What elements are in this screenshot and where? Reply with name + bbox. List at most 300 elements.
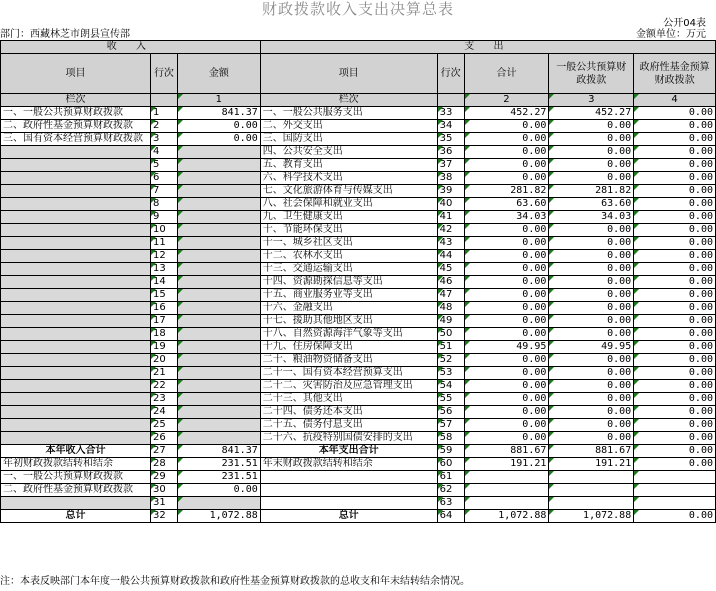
expense-total-cell[interactable]: 0.00 <box>464 159 549 172</box>
table-row <box>1 497 716 510</box>
expense-total-cell[interactable] <box>464 497 549 510</box>
income-seq-cell[interactable]: 13 <box>150 263 177 276</box>
table-row <box>1 341 716 354</box>
income-seq-cell[interactable]: 29 <box>150 471 177 484</box>
expense-seq-cell[interactable]: 62 <box>437 484 464 497</box>
expense-item-cell[interactable]: 十六、金融支出 <box>260 302 437 315</box>
table-row <box>1 211 716 224</box>
income-item-cell[interactable]: 本年收入合计 <box>1 445 151 458</box>
income-amount-cell[interactable] <box>177 406 260 419</box>
form-number: 公开04表 <box>663 18 706 29</box>
expense-total-cell[interactable]: 34.03 <box>464 211 549 224</box>
income-seq-cell[interactable]: 15 <box>150 289 177 302</box>
expense-seq-cell[interactable]: 53 <box>437 367 464 380</box>
income-seq-cell[interactable]: 1 <box>150 107 177 120</box>
expense-fund-cell[interactable]: 0.00 <box>634 302 716 315</box>
expense-fund-cell[interactable]: 0.00 <box>634 263 716 276</box>
income-item-cell[interactable] <box>1 328 151 341</box>
expense-seq-cell[interactable]: 48 <box>437 302 464 315</box>
expense-total-cell[interactable]: 452.27 <box>464 107 549 120</box>
col-index-1[interactable]: 1 <box>177 94 260 107</box>
income-item-cell[interactable]: 年初财政拨款结转和结余 <box>1 458 151 471</box>
income-seq-cell[interactable]: 27 <box>150 445 177 458</box>
expense-seq-cell[interactable]: 33 <box>437 107 464 120</box>
expense-fund-cell[interactable]: 0.00 <box>634 237 716 250</box>
income-seq-cell[interactable]: 28 <box>150 458 177 471</box>
income-seq-cell[interactable]: 30 <box>150 484 177 497</box>
income-seq-cell[interactable]: 20 <box>150 354 177 367</box>
expense-item-cell[interactable]: 十八、自然资源海洋气象等支出 <box>260 328 437 341</box>
col-index-2[interactable]: 2 <box>464 94 549 107</box>
expense-general-cell[interactable]: 63.60 <box>549 198 634 211</box>
income-amount-cell[interactable]: 0.00 <box>177 120 260 133</box>
expense-general-cell[interactable]: 0.00 <box>549 224 634 237</box>
expense-item-cell[interactable]: 七、文化旅游体育与传媒支出 <box>260 185 437 198</box>
expense-total-cell[interactable]: 0.00 <box>464 172 549 185</box>
expense-fund-cell[interactable]: 0.00 <box>634 419 716 432</box>
expense-item-cell[interactable]: 十三、交通运输支出 <box>260 263 437 276</box>
expense-item-cell[interactable] <box>260 497 437 510</box>
expense-total-cell[interactable]: 0.00 <box>464 328 549 341</box>
lanci-label-expense[interactable]: 栏次 <box>260 94 437 107</box>
header-seq[interactable]: 行次 <box>150 54 177 94</box>
expense-general-cell[interactable]: 0.00 <box>549 328 634 341</box>
expense-item-cell[interactable]: 三、国防支出 <box>260 133 437 146</box>
expense-fund-cell[interactable]: 0.00 <box>634 250 716 263</box>
expense-item-cell[interactable]: 二十四、债务还本支出 <box>260 406 437 419</box>
expense-general-cell[interactable]: 0.00 <box>549 367 634 380</box>
expense-total-cell[interactable]: 881.67 <box>464 445 549 458</box>
expense-item-cell[interactable]: 九、卫生健康支出 <box>260 211 437 224</box>
income-seq-cell[interactable]: 25 <box>150 419 177 432</box>
income-seq-cell[interactable]: 22 <box>150 380 177 393</box>
expense-seq-cell[interactable]: 38 <box>437 172 464 185</box>
income-item-cell[interactable] <box>1 367 151 380</box>
header-amount[interactable]: 金额 <box>177 54 260 94</box>
income-seq-cell[interactable]: 14 <box>150 276 177 289</box>
expense-item-cell[interactable] <box>260 471 437 484</box>
expense-seq-cell[interactable]: 47 <box>437 289 464 302</box>
expense-general-cell[interactable]: 0.00 <box>549 172 634 185</box>
expense-item-cell[interactable]: 本年支出合计 <box>260 445 437 458</box>
expense-fund-cell[interactable]: 0.00 <box>634 133 716 146</box>
income-amount-cell[interactable] <box>177 315 260 328</box>
expense-general-cell[interactable] <box>549 471 634 484</box>
expense-total-cell[interactable]: 63.60 <box>464 198 549 211</box>
income-amount-cell[interactable] <box>177 393 260 406</box>
expense-total-cell[interactable]: 0.00 <box>464 237 549 250</box>
income-item-cell[interactable] <box>1 393 151 406</box>
expense-fund-cell[interactable]: 0.00 <box>634 276 716 289</box>
expense-fund-cell[interactable]: 0.00 <box>634 406 716 419</box>
expense-total-cell[interactable]: 49.95 <box>464 341 549 354</box>
expense-seq-cell[interactable]: 49 <box>437 315 464 328</box>
income-amount-cell[interactable] <box>177 198 260 211</box>
income-amount-cell[interactable] <box>177 224 260 237</box>
income-amount-cell[interactable] <box>177 380 260 393</box>
income-amount-cell[interactable] <box>177 328 260 341</box>
expense-total-cell[interactable]: 0.00 <box>464 380 549 393</box>
expense-fund-cell[interactable]: 0.00 <box>634 380 716 393</box>
expense-total-cell[interactable]: 0.00 <box>464 250 549 263</box>
income-amount-cell[interactable] <box>177 354 260 367</box>
income-item-cell[interactable] <box>1 419 151 432</box>
expense-total-cell[interactable]: 1,072.88 <box>464 510 549 523</box>
table-row <box>1 198 716 211</box>
expense-total-cell[interactable] <box>464 484 549 497</box>
expense-general-cell[interactable]: 281.82 <box>549 185 634 198</box>
expense-general-cell[interactable]: 0.00 <box>549 393 634 406</box>
income-amount-cell[interactable] <box>177 497 260 510</box>
income-item-cell[interactable] <box>1 250 151 263</box>
expense-fund-cell[interactable]: 0.00 <box>634 107 716 120</box>
expense-fund-cell[interactable]: 0.00 <box>634 341 716 354</box>
expense-item-cell[interactable]: 十、节能环保支出 <box>260 224 437 237</box>
expense-seq-cell[interactable]: 35 <box>437 133 464 146</box>
expense-general-cell[interactable]: 881.67 <box>549 445 634 458</box>
expense-seq-cell[interactable]: 54 <box>437 380 464 393</box>
income-seq-cell[interactable]: 32 <box>150 510 177 523</box>
expense-item-cell[interactable]: 八、社会保障和就业支出 <box>260 198 437 211</box>
income-seq-cell[interactable]: 26 <box>150 432 177 445</box>
income-item-cell[interactable] <box>1 354 151 367</box>
income-item-cell[interactable] <box>1 198 151 211</box>
table-row <box>1 120 716 133</box>
table-row <box>1 185 716 198</box>
expense-seq-cell[interactable]: 58 <box>437 432 464 445</box>
income-seq-cell[interactable]: 9 <box>150 211 177 224</box>
expense-fund-cell[interactable]: 0.00 <box>634 224 716 237</box>
expense-item-cell[interactable]: 十一、城乡社区支出 <box>260 237 437 250</box>
expense-fund-cell[interactable]: 0.00 <box>634 120 716 133</box>
expense-general-cell[interactable]: 0.00 <box>549 146 634 159</box>
expense-seq-cell[interactable]: 51 <box>437 341 464 354</box>
income-amount-cell[interactable] <box>177 172 260 185</box>
expense-general-cell[interactable]: 191.21 <box>549 458 634 471</box>
table-row <box>1 393 716 406</box>
income-seq-cell[interactable]: 21 <box>150 367 177 380</box>
col-index-3[interactable]: 3 <box>549 94 634 107</box>
income-item-cell[interactable] <box>1 185 151 198</box>
expense-seq-cell[interactable]: 44 <box>437 250 464 263</box>
expense-seq-cell[interactable]: 60 <box>437 458 464 471</box>
header-total[interactable]: 合计 <box>464 54 549 94</box>
expense-fund-cell[interactable]: 0.00 <box>634 198 716 211</box>
income-amount-cell[interactable] <box>177 211 260 224</box>
expense-seq-cell[interactable]: 59 <box>437 445 464 458</box>
expense-general-cell[interactable]: 0.00 <box>549 120 634 133</box>
income-item-cell[interactable] <box>1 211 151 224</box>
expense-fund-cell[interactable]: 0.00 <box>634 354 716 367</box>
expense-seq-cell[interactable]: 55 <box>437 393 464 406</box>
expense-general-cell[interactable]: 0.00 <box>549 263 634 276</box>
lanci-label[interactable]: 栏次 <box>1 94 151 107</box>
expense-fund-cell[interactable] <box>634 497 716 510</box>
income-item-cell[interactable]: 总计 <box>1 510 151 523</box>
income-item-cell[interactable] <box>1 172 151 185</box>
expense-total-cell[interactable]: 0.00 <box>464 406 549 419</box>
income-seq-cell[interactable]: 19 <box>150 341 177 354</box>
income-amount-cell[interactable] <box>177 146 260 159</box>
table-row <box>1 172 716 185</box>
expense-seq-cell[interactable]: 50 <box>437 328 464 341</box>
income-seq-cell[interactable]: 3 <box>150 133 177 146</box>
lanci-blank[interactable] <box>150 94 177 107</box>
expense-total-cell[interactable]: 191.21 <box>464 458 549 471</box>
expense-fund-cell[interactable]: 0.00 <box>634 172 716 185</box>
income-seq-cell[interactable]: 5 <box>150 159 177 172</box>
expense-seq-cell[interactable]: 40 <box>437 198 464 211</box>
expense-seq-cell[interactable]: 61 <box>437 471 464 484</box>
expense-total-cell[interactable]: 0.00 <box>464 354 549 367</box>
lanci-blank-expense[interactable] <box>437 94 464 107</box>
table-row <box>1 276 716 289</box>
table-row <box>1 328 716 341</box>
income-seq-cell[interactable]: 2 <box>150 120 177 133</box>
expense-total-cell[interactable]: 0.00 <box>464 289 549 302</box>
table-row <box>1 237 716 250</box>
expense-item-cell[interactable]: 一、一般公共服务支出 <box>260 107 437 120</box>
expense-seq-cell[interactable]: 42 <box>437 224 464 237</box>
table-row <box>1 107 716 120</box>
budget-summary-table <box>0 40 716 523</box>
expense-seq-cell[interactable]: 34 <box>437 120 464 133</box>
expense-fund-cell[interactable]: 0.00 <box>634 289 716 302</box>
expense-fund-cell[interactable]: 0.00 <box>634 146 716 159</box>
expense-general-cell[interactable]: 0.00 <box>549 380 634 393</box>
income-item-cell[interactable] <box>1 276 151 289</box>
expense-general-cell[interactable]: 0.00 <box>549 250 634 263</box>
income-amount-cell[interactable]: 841.37 <box>177 445 260 458</box>
table-row <box>1 224 716 237</box>
expense-fund-cell[interactable]: 0.00 <box>634 367 716 380</box>
expense-seq-cell[interactable]: 43 <box>437 237 464 250</box>
income-seq-cell[interactable]: 6 <box>150 172 177 185</box>
expense-general-cell[interactable]: 0.00 <box>549 406 634 419</box>
expense-general-cell[interactable]: 0.00 <box>549 432 634 445</box>
expense-fund-cell[interactable]: 0.00 <box>634 432 716 445</box>
expense-item-cell[interactable]: 二、外交支出 <box>260 120 437 133</box>
income-item-cell[interactable] <box>1 315 151 328</box>
expense-item-cell[interactable]: 二十三、其他支出 <box>260 393 437 406</box>
expense-fund-cell[interactable]: 0.00 <box>634 510 716 523</box>
income-amount-cell[interactable] <box>177 250 260 263</box>
expense-item-cell[interactable]: 十七、援助其他地区支出 <box>260 315 437 328</box>
expense-total-cell[interactable]: 0.00 <box>464 367 549 380</box>
expense-item-cell[interactable]: 二十五、债务付息支出 <box>260 419 437 432</box>
income-amount-cell[interactable] <box>177 302 260 315</box>
expense-total-cell[interactable]: 281.82 <box>464 185 549 198</box>
expense-total-cell[interactable]: 0.00 <box>464 224 549 237</box>
income-amount-cell[interactable] <box>177 432 260 445</box>
header-general-budget[interactable]: 一般公共预算财政拨款 <box>549 54 634 94</box>
expense-item-cell[interactable]: 二十二、灾害防治及应急管理支出 <box>260 380 437 393</box>
expense-seq-cell[interactable]: 36 <box>437 146 464 159</box>
income-seq-cell[interactable]: 23 <box>150 393 177 406</box>
expense-fund-cell[interactable]: 0.00 <box>634 328 716 341</box>
expense-fund-cell[interactable]: 0.00 <box>634 445 716 458</box>
expense-general-cell[interactable]: 34.03 <box>549 211 634 224</box>
expense-item-cell[interactable]: 十五、商业服务业等支出 <box>260 289 437 302</box>
income-item-cell[interactable] <box>1 406 151 419</box>
table-row <box>1 263 716 276</box>
table-row <box>1 510 716 523</box>
expense-total-cell[interactable] <box>464 471 549 484</box>
expense-item-cell[interactable]: 十二、农林水支出 <box>260 250 437 263</box>
header-item[interactable]: 项目 <box>1 54 151 94</box>
expense-item-cell[interactable]: 四、公共安全支出 <box>260 146 437 159</box>
income-item-cell[interactable]: 一、一般公共预算财政拨款 <box>1 471 151 484</box>
expense-general-cell[interactable]: 1,072.88 <box>549 510 634 523</box>
income-amount-cell[interactable]: 231.51 <box>177 471 260 484</box>
income-amount-cell[interactable]: 1,072.88 <box>177 510 260 523</box>
income-item-cell[interactable] <box>1 302 151 315</box>
report-title: 财政拨款收入支出决算总表 <box>261 0 454 18</box>
expense-total-cell[interactable]: 0.00 <box>464 302 549 315</box>
expense-item-cell[interactable]: 二十一、国有资本经营预算支出 <box>260 367 437 380</box>
income-item-cell[interactable] <box>1 432 151 445</box>
expense-general-cell[interactable]: 0.00 <box>549 159 634 172</box>
expense-general-cell[interactable]: 0.00 <box>549 315 634 328</box>
expense-total-cell[interactable]: 0.00 <box>464 393 549 406</box>
expense-total-cell[interactable]: 0.00 <box>464 120 549 133</box>
income-item-cell[interactable]: 三、国有资本经营预算财政拨款 <box>1 133 151 146</box>
expense-section-header[interactable]: 支 出 <box>260 41 715 54</box>
expense-item-cell[interactable]: 二十、粮油物资储备支出 <box>260 354 437 367</box>
expense-general-cell[interactable]: 0.00 <box>549 289 634 302</box>
expense-general-cell[interactable]: 49.95 <box>549 341 634 354</box>
income-item-cell[interactable] <box>1 289 151 302</box>
expense-seq-cell[interactable]: 39 <box>437 185 464 198</box>
expense-seq-cell[interactable]: 52 <box>437 354 464 367</box>
income-item-cell[interactable] <box>1 341 151 354</box>
expense-general-cell[interactable] <box>549 484 634 497</box>
income-seq-cell[interactable]: 10 <box>150 224 177 237</box>
expense-general-cell[interactable]: 0.00 <box>549 419 634 432</box>
expense-item-cell[interactable]: 总计 <box>260 510 437 523</box>
expense-fund-cell[interactable]: 0.00 <box>634 185 716 198</box>
expense-total-cell[interactable]: 0.00 <box>464 263 549 276</box>
expense-total-cell[interactable]: 0.00 <box>464 146 549 159</box>
expense-item-cell[interactable] <box>260 484 437 497</box>
income-amount-cell[interactable] <box>177 276 260 289</box>
expense-item-cell[interactable]: 十四、资源勘探信息等支出 <box>260 276 437 289</box>
expense-item-cell[interactable]: 十九、住房保障支出 <box>260 341 437 354</box>
header-seq-expense[interactable]: 行次 <box>437 54 464 94</box>
table-row <box>1 302 716 315</box>
income-amount-cell[interactable] <box>177 419 260 432</box>
expense-fund-cell[interactable]: 0.00 <box>634 458 716 471</box>
income-item-cell[interactable] <box>1 497 151 510</box>
expense-general-cell[interactable]: 452.27 <box>549 107 634 120</box>
expense-fund-cell[interactable]: 0.00 <box>634 393 716 406</box>
income-amount-cell[interactable] <box>177 185 260 198</box>
expense-general-cell[interactable]: 0.00 <box>549 302 634 315</box>
income-amount-cell[interactable] <box>177 237 260 250</box>
expense-seq-cell[interactable]: 57 <box>437 419 464 432</box>
income-amount-cell[interactable]: 231.51 <box>177 458 260 471</box>
expense-seq-cell[interactable]: 41 <box>437 211 464 224</box>
income-amount-cell[interactable] <box>177 159 260 172</box>
expense-seq-cell[interactable]: 63 <box>437 497 464 510</box>
section-header-row <box>1 41 716 54</box>
expense-seq-cell[interactable]: 46 <box>437 276 464 289</box>
expense-general-cell[interactable]: 0.00 <box>549 276 634 289</box>
income-item-cell[interactable]: 二、政府性基金预算财政拨款 <box>1 484 151 497</box>
expense-fund-cell[interactable] <box>634 471 716 484</box>
col-index-4[interactable]: 4 <box>634 94 716 107</box>
expense-item-cell[interactable]: 六、科学技术支出 <box>260 172 437 185</box>
income-seq-cell[interactable]: 24 <box>150 406 177 419</box>
income-seq-cell[interactable]: 7 <box>150 185 177 198</box>
table-row <box>1 289 716 302</box>
expense-fund-cell[interactable]: 0.00 <box>634 315 716 328</box>
income-amount-cell[interactable] <box>177 341 260 354</box>
table-row <box>1 146 716 159</box>
expense-general-cell[interactable] <box>549 497 634 510</box>
expense-total-cell[interactable]: 0.00 <box>464 315 549 328</box>
income-seq-cell[interactable]: 18 <box>150 328 177 341</box>
expense-fund-cell[interactable]: 0.00 <box>634 159 716 172</box>
expense-total-cell[interactable]: 0.00 <box>464 432 549 445</box>
income-item-cell[interactable]: 二、政府性基金预算财政拨款 <box>1 120 151 133</box>
expense-total-cell[interactable]: 0.00 <box>464 419 549 432</box>
expense-seq-cell[interactable]: 64 <box>437 510 464 523</box>
income-seq-cell[interactable]: 4 <box>150 146 177 159</box>
expense-seq-cell[interactable]: 37 <box>437 159 464 172</box>
expense-seq-cell[interactable]: 56 <box>437 406 464 419</box>
department-label: 部门：西藏林芝市朗县宣传部 <box>0 29 130 40</box>
expense-total-cell[interactable]: 0.00 <box>464 133 549 146</box>
income-amount-cell[interactable]: 0.00 <box>177 133 260 146</box>
income-item-cell[interactable] <box>1 146 151 159</box>
income-seq-cell[interactable]: 8 <box>150 198 177 211</box>
income-seq-cell[interactable]: 17 <box>150 315 177 328</box>
income-item-cell[interactable] <box>1 224 151 237</box>
income-item-cell[interactable]: 一、一般公共预算财政拨款 <box>1 107 151 120</box>
income-amount-cell[interactable] <box>177 263 260 276</box>
expense-fund-cell[interactable]: 0.00 <box>634 211 716 224</box>
income-seq-cell[interactable]: 12 <box>150 250 177 263</box>
expense-general-cell[interactable]: 0.00 <box>549 354 634 367</box>
income-amount-cell[interactable]: 0.00 <box>177 484 260 497</box>
income-seq-cell[interactable]: 16 <box>150 302 177 315</box>
income-item-cell[interactable] <box>1 380 151 393</box>
expense-total-cell[interactable]: 0.00 <box>464 276 549 289</box>
table-row <box>1 367 716 380</box>
expense-item-cell[interactable]: 二十六、抗疫特别国债安排的支出 <box>260 432 437 445</box>
income-seq-cell[interactable]: 11 <box>150 237 177 250</box>
expense-item-cell[interactable]: 年末财政拨款结转和结余 <box>260 458 437 471</box>
income-amount-cell[interactable] <box>177 289 260 302</box>
income-amount-cell[interactable]: 841.37 <box>177 107 260 120</box>
expense-general-cell[interactable]: 0.00 <box>549 133 634 146</box>
expense-seq-cell[interactable]: 45 <box>437 263 464 276</box>
expense-item-cell[interactable]: 五、教育支出 <box>260 159 437 172</box>
header-fund-budget[interactable]: 政府性基金预算财政拨款 <box>634 54 716 94</box>
expense-fund-cell[interactable] <box>634 484 716 497</box>
income-seq-cell[interactable]: 31 <box>150 497 177 510</box>
income-section-header[interactable]: 收 入 <box>1 41 261 54</box>
income-item-cell[interactable] <box>1 263 151 276</box>
table-row <box>1 471 716 484</box>
income-item-cell[interactable] <box>1 237 151 250</box>
expense-general-cell[interactable]: 0.00 <box>549 237 634 250</box>
header-item-expense[interactable]: 项目 <box>260 54 437 94</box>
column-index-row <box>1 94 716 107</box>
income-amount-cell[interactable] <box>177 367 260 380</box>
income-item-cell[interactable] <box>1 159 151 172</box>
